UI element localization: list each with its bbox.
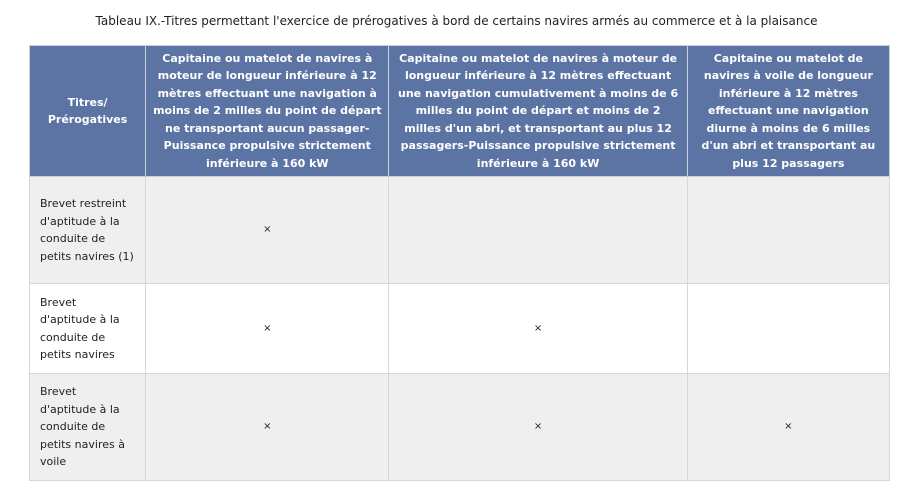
header-titres: Titres/ Prérogatives	[30, 46, 146, 177]
prerogatives-table	[29, 45, 890, 481]
header-moteur-6-milles: Capitaine ou matelot de navires à moteur de longueur inférieure à 12 mètres effectuant une navigation cumulativement à moins de 6 milles du point de départ et moins de 2 milles d'un abri, et transportant au plus 12 passagers-Puissance propulsive strictement inférieure à 160 kW	[389, 46, 687, 177]
table-cell: ×	[687, 374, 889, 481]
header-voile: Capitaine ou matelot de navires à voile de longueur inférieure à 12 mètres effectuant une navigation diurne à moins de 6 milles d'un abri et transportant au plus 12 passagers	[687, 46, 889, 177]
row-label: Brevet d'aptitude à la conduite de petits navires à voile	[30, 374, 146, 481]
table-row	[30, 374, 890, 481]
row-label: Brevet d'aptitude à la conduite de petits navires	[30, 284, 146, 374]
table-cell: ×	[146, 374, 389, 481]
table-cell	[687, 177, 889, 284]
table-cell: ×	[389, 284, 687, 374]
table-cell: ×	[146, 177, 389, 284]
table-cell	[389, 177, 687, 284]
table-row	[30, 284, 890, 374]
header-row	[30, 46, 890, 177]
table-caption: Tableau IX.-Titres permettant l'exercice de prérogatives à bord de certains navires armés au commerce et à la plaisance	[95, 14, 818, 28]
header-moteur-2-milles: Capitaine ou matelot de navires à moteur de longueur inférieure à 12 mètres effectuant une navigation à moins de 2 milles du point de départ ne transportant aucun passager-Puissance propulsive strictement inférieure à 160 kW	[146, 46, 389, 177]
table-cell: ×	[389, 374, 687, 481]
table-cell	[687, 284, 889, 374]
table-cell: ×	[146, 284, 389, 374]
row-label: Brevet restreint d'aptitude à la conduite de petits navires (1)	[30, 177, 146, 284]
table-row	[30, 177, 890, 284]
